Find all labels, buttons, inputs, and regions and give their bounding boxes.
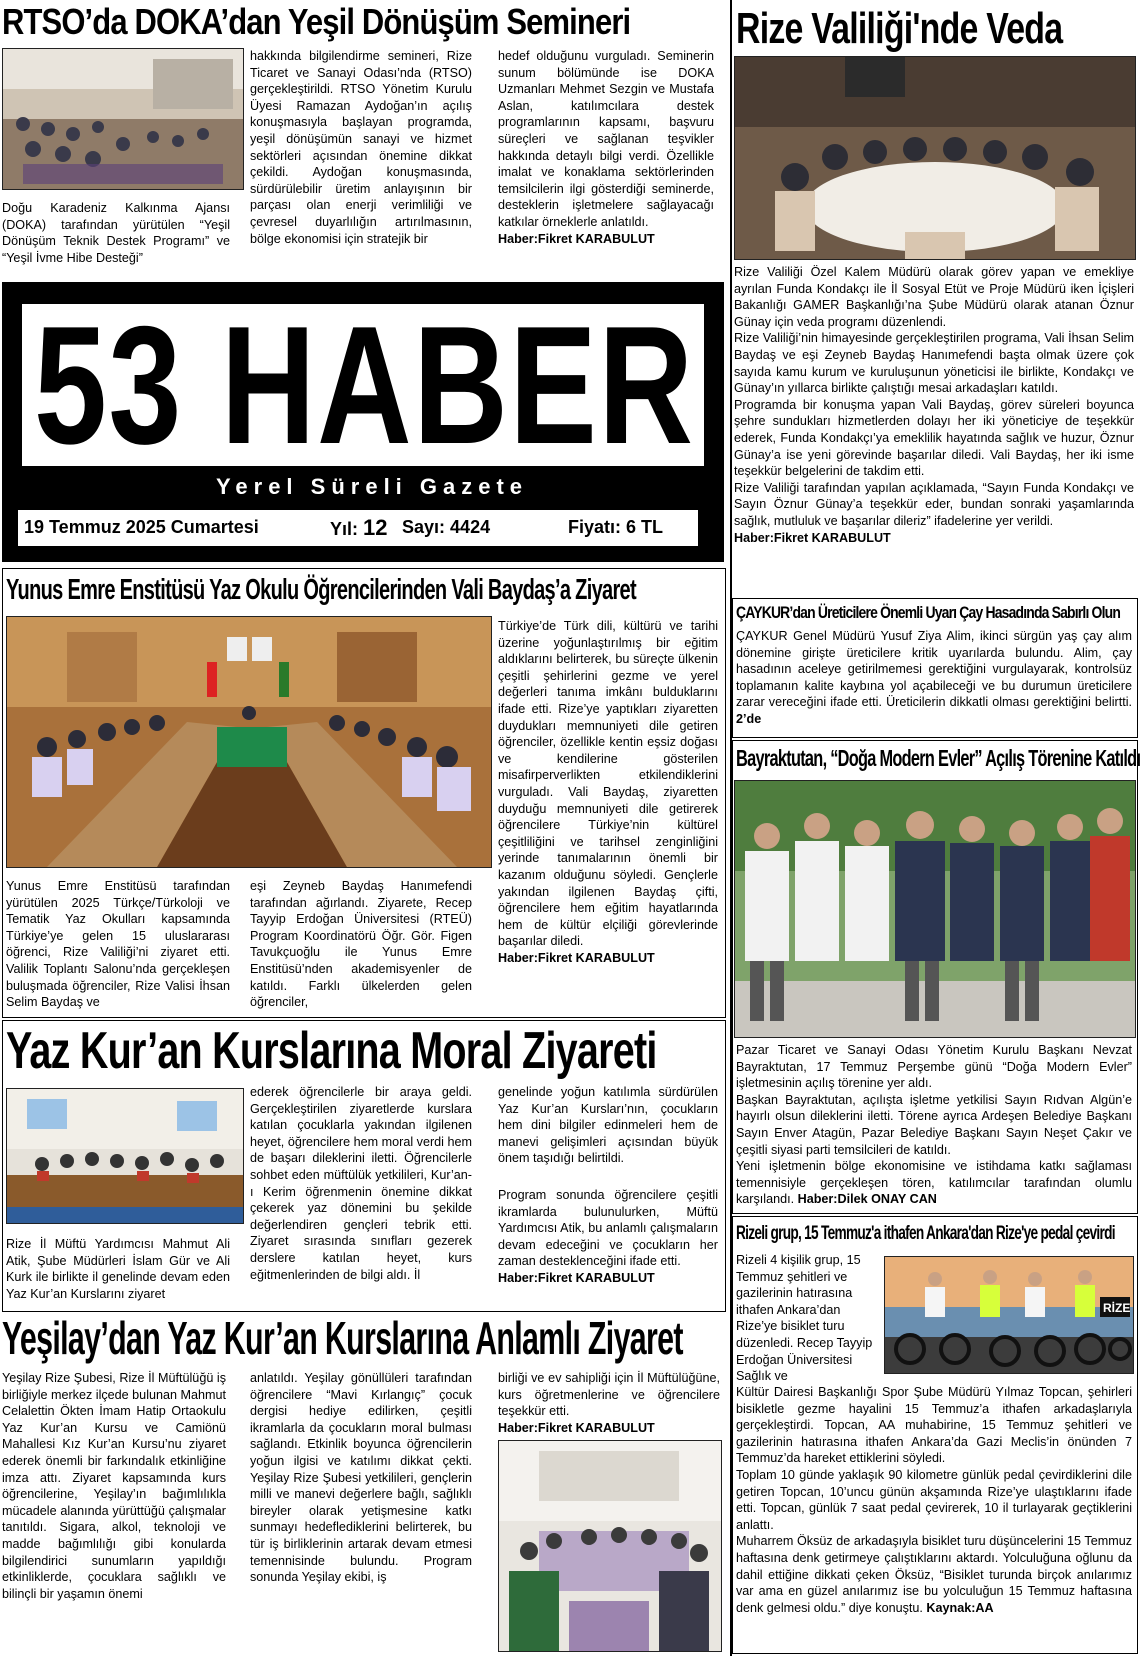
pedal-cyclists-photo — [884, 1256, 1134, 1374]
yesilay-column-3 — [498, 1370, 720, 1436]
pedal-intro: Rizeli 4 kişilik grup, 15 Temmuz şehitleri ve gazilerinin hatırasına ithafen Ankara’dan Rize’ye bisiklet turu düzenledi. Recep Tayyip Erdoğan Üniversitesi Sağlık ve — [736, 1253, 873, 1384]
veda-headline: Rize Valiliği'nde Veda — [736, 4, 1063, 53]
yesilay-column-3-text: birliği ve ev sahipliği için İl Müftülüğüne, kurs öğretmenlerine ve öğrencilere teşekkür etti. — [498, 1371, 720, 1419]
bayraktutan-paragraph-3 — [736, 1158, 1132, 1208]
masthead-info-bar — [18, 510, 698, 546]
yesilay-byline: Haber:Fikret KARABULUT — [498, 1420, 655, 1435]
rtso-column-3-text: hedef olduğunu vurguladı. Seminerin sunum bölümünde ise DOKA Uzmanları Mehmet Sezgin ve Mustafa Aslan, katılımcılara destek programlarının kapsamı, başvuru süreçleri ve sağlanan teşvikler hakkında detaylı bilgi verdi. Özellikle imalat ve konaklama sektörlerinden temsilcilerin ilgi gösterdiği seminerde, desteklerin işletmelere sağlayacağı katkılar örneklerle anlatıldı. — [498, 49, 714, 229]
kuran-column-3 — [498, 1084, 718, 1287]
pedal-paragraph-3 — [736, 1533, 1132, 1616]
caykur-body — [736, 628, 1132, 728]
yunus-byline: Haber:Fikret KARABULUT — [498, 950, 655, 965]
yesilay-column-1: Yeşilay Rize Şubesi, Rize İl Müftülüğü iş birliğiyle merkez ilçede bulunan Mahmut Celalettin Ökten İmam Hatip Ortaokulu Yaz Kur’an Kursu ve Camiönü Mahallesi Kız Kur’an Kursu’nu ziyaret ederek önemli bir farkındalık etkinliğine imza attı. Ziyaret kapsamında kurs öğrencilerine, Yeşilay’ın bağımlılıkla mücadele alanında yürüttüğü çalışmalar tanıtıldı. Sigara, alkol, teknoloji ve madde bağımlılığı gibi konularda bilgilendirici sunumların yapıldığı etkinliklerde, çocuklara sağlıklı ve bilinçli bir yaşamın önemi — [2, 1371, 226, 1601]
issue-year-label: Yıl: — [330, 519, 359, 539]
kuran-column-3a: genelinde yoğun katılımla sürdürülen Yaz Kur’an Kursları’nın, çocukların hem dini bilgiler edinmeleri hem de manevi gelişimleri açısından büyük önem taşıdığı belirtildi. — [498, 1085, 718, 1166]
veda-paragraph-2: Rize Valiliği’nin himayesinde gerçekleştirilen programa, Vali İhsan Selim Baydaş ve eşi Zeyneb Baydaş Hanımefendi başta olmak üzere çok sayıda kamu kurum ve kuruluşunun yöneticisi ile birlikte, Kondakçı ve Günay’ın yıllarca birlikte çalıştığı mesai arkadaşları katıldı. — [734, 331, 1134, 396]
yunus-column-3 — [498, 618, 718, 966]
rtso-column-3 — [498, 48, 714, 247]
bayraktutan-byline: Haber:Dilek ONAY CAN — [797, 1192, 937, 1207]
yesilay-headline: Yeşilay’dan Yaz Kur’an Kurslarına Anlamlı Ziyaret — [2, 1312, 683, 1364]
rtso-column-2: hakkında bilgilendirme semineri, Rize Ticaret ve Sanayi Odası’nda (RTSO) gerçekleştirildi. RTSO Yönetim Kurulu Üyesi Ramazan Aydoğan’ın açılış konuşmasıyla başlayan programda, yeşil dönüşümün sanayi ve hizmet sektörleri açısından önemine dikkat çekildi. Aydoğan konuşmasında, sürdürülebilir üretim anlayışının bir parçası olan enerji verimliliği ve çevresel duyarlılığın artırılmasının, bölge ekonomisi için stratejik bir — [250, 49, 472, 246]
masthead-title-panel — [22, 291, 704, 479]
yesilay-visit-photo — [498, 1440, 722, 1652]
yunus-column-2: eşi Zeyneb Baydaş Hanımefendi tarafından ağırlandı. Ziyarete, Recep Tayyip Erdoğan Üniversitesi (RTEÜ) Program Koordinatörü Öğr. Gör. Figen Tavukçuoğlu ile Yunus Emre Enstitüsü’nden akademisyenler de katıldı. Farklı ülkelerden gelen öğrenciler, — [250, 879, 472, 1010]
kuran-classroom-photo — [6, 1088, 244, 1224]
kuran-headline: Yaz Kur’an Kurslarına Moral Ziyareti — [6, 1022, 657, 1080]
masthead-title: 53 HABER — [34, 291, 695, 479]
pedal-paragraph-1: Kültür Dairesi Başkanlığı Spor Şube Müdürü Yılmaz Topcan, şehirleri bisikletle gezme hayalini 15 Temmuz’a ithafen arkadaşlarıyla gerçekleştirdi. Topcan, AA muhabirine, 15 Temmuz şehitleri ve gazilerinin hatırasına ithafen Ankara’da Gazi Meclis’in önünden 7 Temmuz’da hareket ettiklerini söyledi. — [736, 1385, 1132, 1466]
bayraktutan-paragraph-1: Pazar Ticaret ve Sanayi Odası Yönetim Kurulu Başkanı Nevzat Bayraktutan, 17 Temmuz Perşembe günü “Doğa Modern Evler” işletmesinin açılış törenine yer aldı. — [736, 1043, 1132, 1091]
kuran-column-2: ederek öğrencilerle bir araya geldi. Gerçekleştirilen ziyaretlerde kurslara katılan çocuklarla yakından ilgilenen heyet, öğrencilere hem moral verdi hem de başarı dileklerini iletti. Öğrencilerle sohbet eden müftülük yetkilileri, Kur’an-ı Kerim öğrenmenin önemine dikkat çekerek yaz dönemini bu şekilde değerlendiren gençleri tebrik etti. Ziyaret sırasında sınıfları gezerek derslere katılan heyet, kurs eğitmenlerinden de bilgi aldı. İl — [250, 1085, 472, 1282]
issue-number-label: Sayı: — [402, 517, 446, 537]
kuran-byline: Haber:Fikret KARABULUT — [498, 1270, 655, 1285]
veda-byline: Haber:Fikret KARABULUT — [734, 530, 891, 545]
rtso-byline: Haber:Fikret KARABULUT — [498, 231, 655, 246]
rize-sign: RİZE — [1103, 1301, 1131, 1315]
issue-number-value: 4424 — [450, 517, 491, 537]
pedal-body — [736, 1384, 1132, 1616]
yunus-headline: Yunus Emre Enstitüsü Yaz Okulu Öğrencilerinden Vali Baydaş’a Ziyaret — [6, 574, 636, 606]
pedal-paragraph-3-text: Muharrem Öksüz de arkadaşıyla bisiklet turu düşüncelerini 15 Temmuz haftasına denk getirmeye çalıştıklarını aktardı. Yolculuğuna oğlunu da dahil ettiğine dikkati çeken Öksüz, “Bisiklet turunda birçok anılarımız var ama en güzel anılarımız ise bu yolculuğun 15 Temmuz haftasına denk gelmesi oldu.” diye konuştu. — [736, 1534, 1132, 1615]
bayraktutan-paragraph-3-text: Yeni işletmenin bölge ekonomisine ve istihdama katkı sağlaması temennisiyle gerçekleşen tören, katılımcılar tarafından olumlu karşılandı. — [736, 1159, 1132, 1207]
kuran-caption: Rize İl Müftü Yardımcısı Mahmut Ali Atik, Şube Müdürleri İslam Gür ve Ali Kurk ile birlikte il genelinde devam eden Yaz Kur’an Kurslarını ziyaret — [6, 1237, 230, 1301]
pedal-headline: Rizeli grup, 15 Temmuz'a ithafen Ankara'dan Rize'ye pedal çevirdi — [736, 1223, 1115, 1244]
veda-paragraph-4: Rize Valiliği tarafından yapılan açıklamada, “Sayın Funda Kondakçı ve Sayın Öznur Günay’a teşekkür eder, bundan sonraki yaşamlarında sağlık, mutluluk ve başarılar dileriz” ifadelerine yer verildi. — [734, 480, 1134, 528]
veda-paragraph-1: Rize Valiliği Özel Kalem Müdürü olarak görev yapan ve emekliye ayrılan Funda Kondakçı ile İl Sosyal Etüt ve Proje Müdürü iken İçişleri Bakanlığı GAMER Başkanlığı’na Şube Müdürü olarak atanan Öznur Günay için veda programı düzenlendi. — [734, 265, 1134, 329]
yunus-column-1: Yunus Emre Enstitüsü tarafından yürütülen 2025 Türkçe/Türkoloji ve Tematik Yaz Okulları kapsamında Türkiye’ye gelen 15 uluslararası öğrenci, Rize Valiliği’ni ziyaret etti. Valilik Toplantı Salonu’nda gerçekleşen buluşmada öğrenciler, Rize Valisi İhsan Selim Baydaş ve — [6, 879, 230, 1010]
issue-date: 19 Temmuz 2025 Cumartesi — [24, 517, 259, 537]
issue-number — [402, 517, 490, 538]
yesilay-column-2: anlatıldı. Yeşilay gönüllüleri tarafından öğrencilere “Mavi Kırlangıç” çocuk dergisi hediye edilirken, çeşitli ikramlarla da çocukların moral bulması sağlandı. Etkinlik boyunca öğrencilerin yoğun ilgisi ve katılımı dikkat çekti. Yeşilay Rize Şubesi yetkilileri, gençlerin milli ve manevi değerlere bağlı, sağlıklı bireyler olarak yetişmesine katkı sunmayı hedeflediklerini belirterek, bu tür iş birliklerinin artarak devam etmesi temennisinde bulundu. Program sonunda Yeşilay ekibi, iş — [250, 1371, 472, 1585]
issue-price: Fiyatı: 6 TL — [568, 517, 664, 537]
rtso-caption: Doğu Karadeniz Kalkınma Ajansı (DOKA) tarafından yürütülen “Yeşil Dönüşüm Teknik Destek Programı” ve “Yeşil İvme Hibe Desteği” — [2, 201, 230, 265]
caykur-body-text: ÇAYKUR Genel Müdürü Yusuf Ziya Alim, ikinci sürgün yaş çay alım dönemine girişte üreticilere kritik uyarılarda bulundu. Alim, çay hasadının aceleye getirilmemesi gerektiğini vurgulayarak, kontrolsüz toplamanın kalite kaybına yol açabileceği ve bu durumun üreticilere zarar vereceğini ifade etti. Üreticilerin dikkatli olması gerektiğini belirtti. — [736, 629, 1132, 710]
veda-body — [734, 264, 1134, 546]
veda-dinner-photo — [734, 56, 1136, 260]
caykur-headline: ÇAYKUR’dan Üreticilere Önemli Uyarı Çay Hasadında Sabırlı Olun — [736, 603, 1121, 622]
pedal-paragraph-2: Toplam 10 günde yaklaşık 90 kilometre günlük pedal çevirdiklerini dile getiren Topcan, 10’uncu günün akşamında Rize’ye ulaştıklarını ifade etti. Topcan, günlük 7 saat pedal çevirerek, 10 il turlayarak geçtiklerini anlattı. — [736, 1467, 1132, 1532]
veda-paragraph-3: Programda bir konuşma yapan Vali Baydaş, görev süreleri boyunca şehre sundukları hizmetlerden dolayı her iki yöneticiye de teşekkür ederek, Funda Kondakçı’ya emeklilik hayatında sağlık ve huzur, Öznur Günay’a ise yeni görevinde başarılar diledi. Vali Baydaş, her iki isme teşekkür belgelerini de takdim etti. — [734, 397, 1134, 479]
masthead — [2, 282, 724, 562]
yunus-column-3-text: Türkiye’de Türk dili, kültürü ve tarihi üzerine yoğunlaştırılmış bir eğitim aldıklarını belirterek, bu süreçte ülkenin çeşitli şehirlerini gezme ve yerel değerleri tanıma imkânı bulduklarını ifade etti. Rize’ye yaptıkları ziyaretten duydukları memnuniyeti dile getiren öğrenciler, özellikle kentin eşsiz doğası ve kendilerine gösterilen misafirperverlikten etkilendiklerini vurguladı. Vali Baydaş, ziyaretten duyduğu memnuniyeti dile getirerek öğrencilere Türkiye’nin kültürel çeşitliliğini ve tarihsel zenginliğini yerinde tanımalarının önemli bir kazanım olduğunu söyledi. Gençlerle yakından ilgilenen Baydaş çifti, öğrencilere hem eğitim hayatlarında hem de kültür elçiliği görevlerinde başarılar diledi. — [498, 619, 718, 949]
bayraktutan-body — [736, 1042, 1132, 1208]
issue-year — [330, 515, 388, 541]
rtso-headline: RTSO’da DOKA’dan Yeşil Dönüşüm Semineri — [2, 1, 631, 42]
masthead-subtitle: Yerel Süreli Gazete — [215, 474, 529, 499]
issue-year-value: 12 — [363, 515, 388, 540]
bayraktutan-paragraph-2: Başkan Bayraktutan, açılışta işletme yetkilisi Sayın Rıdvan Algün’e hayırlı olsun dileklerini iletti. Törene ayrıca Ardeşen Belediye Başkanı Sayın Enver Atagün, Pazar Belediye Başkanı Sayın Neşet Çakır ve çeşitli siyasi parti temsilcileri de katıldı. — [736, 1092, 1132, 1157]
pedal-byline: Kaynak:AA — [926, 1600, 994, 1615]
bayraktutan-headline: Bayraktutan, “Doğa Modern Evler” Açılış Törenine Katıldı — [736, 745, 1140, 771]
bayraktutan-group-photo — [734, 780, 1136, 1038]
kuran-column-3b: Program sonunda öğrencilere çeşitli ikramlarda bulunulurken, Müftü Yardımcısı Atik, bu anlamlı çalışmaların devam edeceğini ve çocukların her zaman desteklenceğini ifade etti. — [498, 1187, 718, 1269]
rtso-seminar-photo — [2, 48, 244, 190]
caykur-page-ref: 2’de — [736, 711, 762, 726]
yunus-meeting-photo — [6, 616, 492, 868]
